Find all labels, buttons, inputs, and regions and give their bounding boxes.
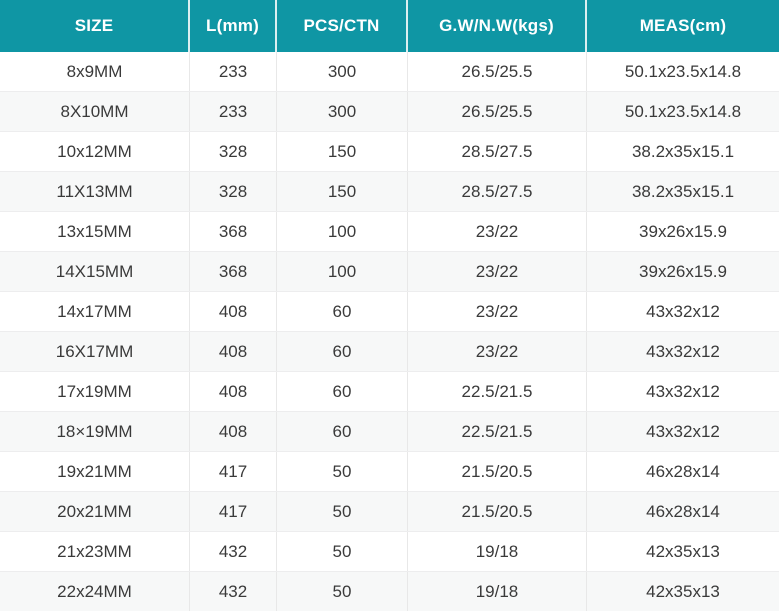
cell-length: 408	[190, 372, 277, 411]
cell-size: 8x9MM	[0, 52, 190, 91]
cell-size: 18×19MM	[0, 412, 190, 451]
table-row	[0, 52, 779, 92]
cell-meas: 43x32x12	[646, 381, 720, 401]
table-row	[0, 132, 779, 172]
cell-length: 432	[190, 532, 277, 571]
cell-meas: 38.2x35x15.1	[631, 141, 735, 161]
cell-meas: 42x35x13	[646, 541, 720, 561]
cell-size: 21x23MM	[0, 532, 190, 571]
table-row	[0, 532, 779, 572]
cell-gw-nw: 23/22	[408, 332, 587, 371]
table-row	[0, 412, 779, 452]
cell-length: 368	[190, 212, 277, 251]
cell-gw-nw: 22.5/21.5	[408, 412, 587, 451]
cell-pcs-ctn: 50	[277, 452, 408, 491]
cell-pcs-ctn: 50	[277, 572, 408, 611]
table-row	[0, 452, 779, 492]
cell-meas: 46x28x14	[646, 501, 720, 521]
table-row	[0, 492, 779, 532]
column-header-length: L(mm)	[190, 0, 277, 52]
cell-length: 408	[190, 332, 277, 371]
table-row	[0, 292, 779, 332]
cell-gw-nw: 28.5/27.5	[408, 172, 587, 211]
cell-meas: 42x35x13	[646, 581, 720, 601]
cell-length: 417	[190, 452, 277, 491]
cell-size: 14x17MM	[0, 292, 190, 331]
cell-pcs-ctn: 150	[277, 172, 408, 211]
table-row	[0, 172, 779, 212]
table-row	[0, 572, 779, 611]
column-header-meas: MEAS(cm)	[639, 16, 727, 35]
cell-length: 408	[190, 412, 277, 451]
cell-gw-nw: 21.5/20.5	[408, 492, 587, 531]
cell-length: 417	[190, 492, 277, 531]
cell-length: 408	[190, 292, 277, 331]
cell-length: 328	[190, 172, 277, 211]
cell-size: 14X15MM	[0, 252, 190, 291]
table-body	[0, 52, 779, 611]
cell-meas: 43x32x12	[646, 301, 720, 321]
cell-length: 368	[190, 252, 277, 291]
cell-size: 17x19MM	[0, 372, 190, 411]
cell-pcs-ctn: 60	[277, 332, 408, 371]
cell-length: 233	[190, 52, 277, 91]
cell-gw-nw: 22.5/21.5	[408, 372, 587, 411]
table-row	[0, 252, 779, 292]
cell-size: 11X13MM	[0, 172, 190, 211]
column-header-gw-nw: G.W/N.W(kgs)	[408, 0, 587, 52]
cell-meas: 50.1x23.5x14.8	[624, 61, 742, 81]
cell-size: 8X10MM	[0, 92, 190, 131]
cell-pcs-ctn: 150	[277, 132, 408, 171]
cell-gw-nw: 28.5/27.5	[408, 132, 587, 171]
cell-pcs-ctn: 60	[277, 372, 408, 411]
cell-meas: 50.1x23.5x14.8	[624, 101, 742, 121]
table-row	[0, 92, 779, 132]
cell-meas: 39x26x15.9	[639, 221, 727, 241]
cell-size: 19x21MM	[0, 452, 190, 491]
cell-gw-nw: 23/22	[408, 252, 587, 291]
cell-pcs-ctn: 100	[277, 212, 408, 251]
cell-meas: 38.2x35x15.1	[631, 181, 735, 201]
table-row	[0, 212, 779, 252]
cell-pcs-ctn: 50	[277, 492, 408, 531]
cell-length: 328	[190, 132, 277, 171]
cell-meas: 46x28x14	[646, 461, 720, 481]
cell-pcs-ctn: 300	[277, 92, 408, 131]
table-row	[0, 372, 779, 412]
cell-size: 16X17MM	[0, 332, 190, 371]
cell-gw-nw: 23/22	[408, 212, 587, 251]
cell-size: 10x12MM	[0, 132, 190, 171]
column-header-pcs-ctn: PCS/CTN	[277, 0, 408, 52]
cell-pcs-ctn: 300	[277, 52, 408, 91]
cell-pcs-ctn: 60	[277, 412, 408, 451]
cell-length: 233	[190, 92, 277, 131]
cell-meas: 43x32x12	[646, 421, 720, 441]
cell-meas: 43x32x12	[646, 341, 720, 361]
cell-gw-nw: 26.5/25.5	[408, 52, 587, 91]
cell-gw-nw: 23/22	[408, 292, 587, 331]
cell-gw-nw: 21.5/20.5	[408, 452, 587, 491]
cell-size: 13x15MM	[0, 212, 190, 251]
cell-length: 432	[190, 572, 277, 611]
cell-size: 22x24MM	[0, 572, 190, 611]
cell-pcs-ctn: 50	[277, 532, 408, 571]
table-header-row	[0, 0, 779, 52]
cell-pcs-ctn: 100	[277, 252, 408, 291]
cell-gw-nw: 19/18	[408, 532, 587, 571]
cell-gw-nw: 26.5/25.5	[408, 92, 587, 131]
cell-gw-nw: 19/18	[408, 572, 587, 611]
table-row	[0, 332, 779, 372]
cell-size: 20x21MM	[0, 492, 190, 531]
column-header-size: SIZE	[0, 0, 190, 52]
cell-pcs-ctn: 60	[277, 292, 408, 331]
cell-meas: 39x26x15.9	[639, 261, 727, 281]
